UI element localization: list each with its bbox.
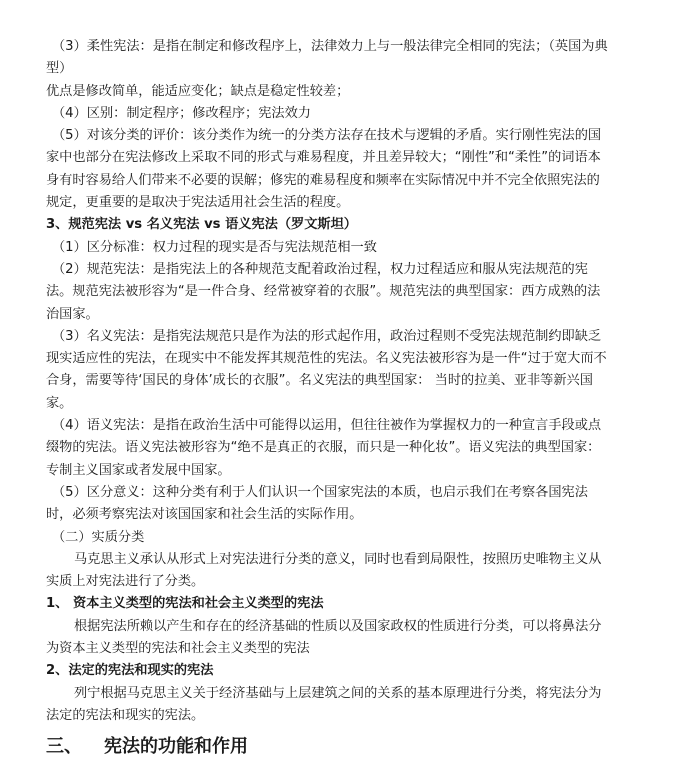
section-substantive: （二）实质分类: [52, 529, 145, 545]
chapter-number: 三、: [46, 736, 82, 758]
heading-3-normative: 3、规范宪法 vs 名义宪法 vs 语义宪法（罗文斯坦）: [46, 217, 357, 233]
para-criterion: （1）区分标准：权力过程的现实是否与宪法规范相一致: [52, 239, 377, 255]
heading-1-types: 1、 资本主义类型的宪法和社会主义类型的宪法: [46, 596, 324, 612]
document-page: [46, 36, 611, 761]
para-legal-real-body: 列宁根据马克思主义关于经济基础与上层建筑之间的关系的基本原理进行分类，将宪法分为法定的宪法和现实的宪法。: [46, 685, 602, 723]
para-semantic: （4）语义宪法：是指在政治生活中可能得以运用，但往往被作为掌握权力的一种宣言手段或点缀物的宪法。语义宪法被形容为“绝不是真正的衣服，而只是一种化妆”。语义宪法的典型国家：专制主义国家或者发展中国家。: [46, 418, 602, 478]
para-significance: （5）区分意义：这种分类有利于人们认识一个国家宪法的本质，也启示我们在考察各国宪法时，必须考察宪法对该国国家和社会生活的实际作用。: [46, 484, 588, 523]
chapter-title: 宪法的功能和作用: [104, 736, 248, 758]
para-difference: （4）区别：制定程序；修改程序；宪法效力: [52, 105, 311, 121]
chapter-heading: [46, 733, 611, 761]
para-types-body: 根据宪法所赖以产生和存在的经济基础的性质以及国家政权的性质进行分类，可以将鼻法分为资本主义类型的宪法和社会主义类型的宪法: [46, 618, 602, 657]
para-flexible-constitution: （3）柔性宪法：是指在制定和修改程序上，法律效力上与一般法律完全相同的宪法；（英国为典型）: [46, 39, 608, 77]
para-pros-cons: 优点是修改简单，能适应变化；缺点是稳定性较差；: [46, 83, 350, 99]
para-evaluation: （5）对该分类的评价：该分类作为统一的分类方法存在技术与逻辑的矛盾。实行刚性宪法的国家中也部分在宪法修改上采取不同的形式与难易程度，并且差异较大；“刚性”和“柔性”的词语本身有时容易给人们带来不必要的误解；修宪的难易程度和频率在实际情况中并不完全依照宪法的规定，更重要的是取决于宪法适用社会生活的程度。: [46, 128, 602, 211]
para-marxism: 马克思主义承认从形式上对宪法进行分类的意义，同时也看到局限性，按照历史唯物主义从实质上对宪法进行了分类。: [46, 551, 602, 590]
para-nominal: （3）名义宪法：是指宪法规范只是作为法的形式起作用，政治过程则不受宪法规范制约即缺乏现实适应性的宪法，在现实中不能发挥其规范性的宪法。名义宪法被形容为是一件“过于宽大而不合身，需要等待‘国民的身体’成长的衣服”。名义宪法的典型国家： 当时的拉美、亚非等新兴国家。: [46, 328, 607, 411]
heading-2-legal-real: 2、法定的宪法和现实的宪法: [46, 663, 214, 679]
para-normative: （2）规范宪法：是指宪法上的各种规范支配着政治过程，权力过程适应和服从宪法规范的宪法。规范宪法被形容为“是一件合身、经常被穿着的衣服”。规范宪法的典型国家：西方成熟的法治国家。: [46, 261, 601, 322]
